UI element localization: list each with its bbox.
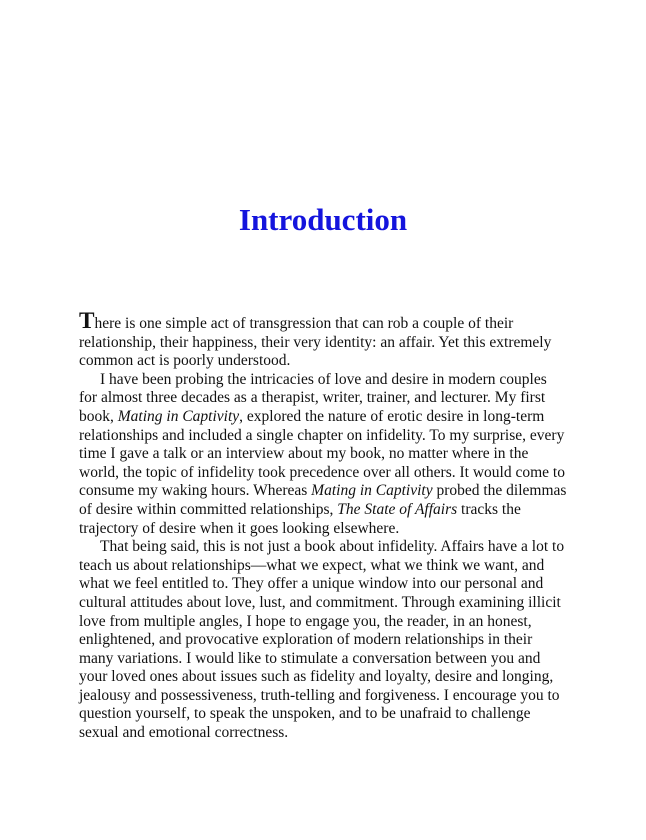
text-run: tracks the trajectory of desire when it goes looking elsewhere.: [79, 500, 521, 537]
text-run: here is one simple act of transgression that can rob a couple of their relationship, their happiness, their very identity: an affair. Yet this extremely common act is poorly understood.: [79, 315, 552, 370]
book-title-italic: Mating in Captivity: [311, 482, 433, 500]
chapter-title: Introduction: [238, 202, 408, 237]
body-paragraph: [79, 538, 568, 743]
text-run: probed the dilemmas of desire within committed relationships,: [79, 482, 567, 518]
lead-capital: T: [79, 308, 95, 334]
body-paragraph: [79, 308, 568, 371]
book-title-italic: Mating in Captivity: [117, 407, 240, 425]
body-paragraph: [79, 371, 568, 538]
book-title-italic: The State of Affairs: [337, 500, 458, 518]
text-run: I have been probing the intricacies of love and desire in modern couples for almost three decades as a therapist, writer, trainer, and lecturer. My first book,: [79, 370, 547, 425]
chapter-body: [79, 308, 568, 743]
text-run: That being said, this is not just a book about infidelity. Affairs have a lot to teach us about relationships—what we expect, what we think we want, and what we feel entitled to. They offer a unique window into our personal and cultural attitudes about love, lust, and commitment. Through examining illicit love from multiple angles, I hope to engage you, the reader, in an honest, enlightened, and provocative exploration of modern relationships in their many variations. I would like to stimulate a conversation between you and your loved ones about issues such as fidelity and loyalty, desire and longing, jealousy and possessiveness, truth-telling and forgiveness. I encourage you to question yourself, to speak the unspoken, and to be unafraid to challenge sexual and emotional correctness.: [79, 538, 565, 742]
text-run: , explored the nature of erotic desire in long-term relationships and included a single chapter on infidelity. To my surprise, every time I gave a talk or an interview about my book, no matter where in the world, the topic of infidelity took precedence over all others. It would come to consume my waking hours. Whereas: [79, 407, 565, 500]
